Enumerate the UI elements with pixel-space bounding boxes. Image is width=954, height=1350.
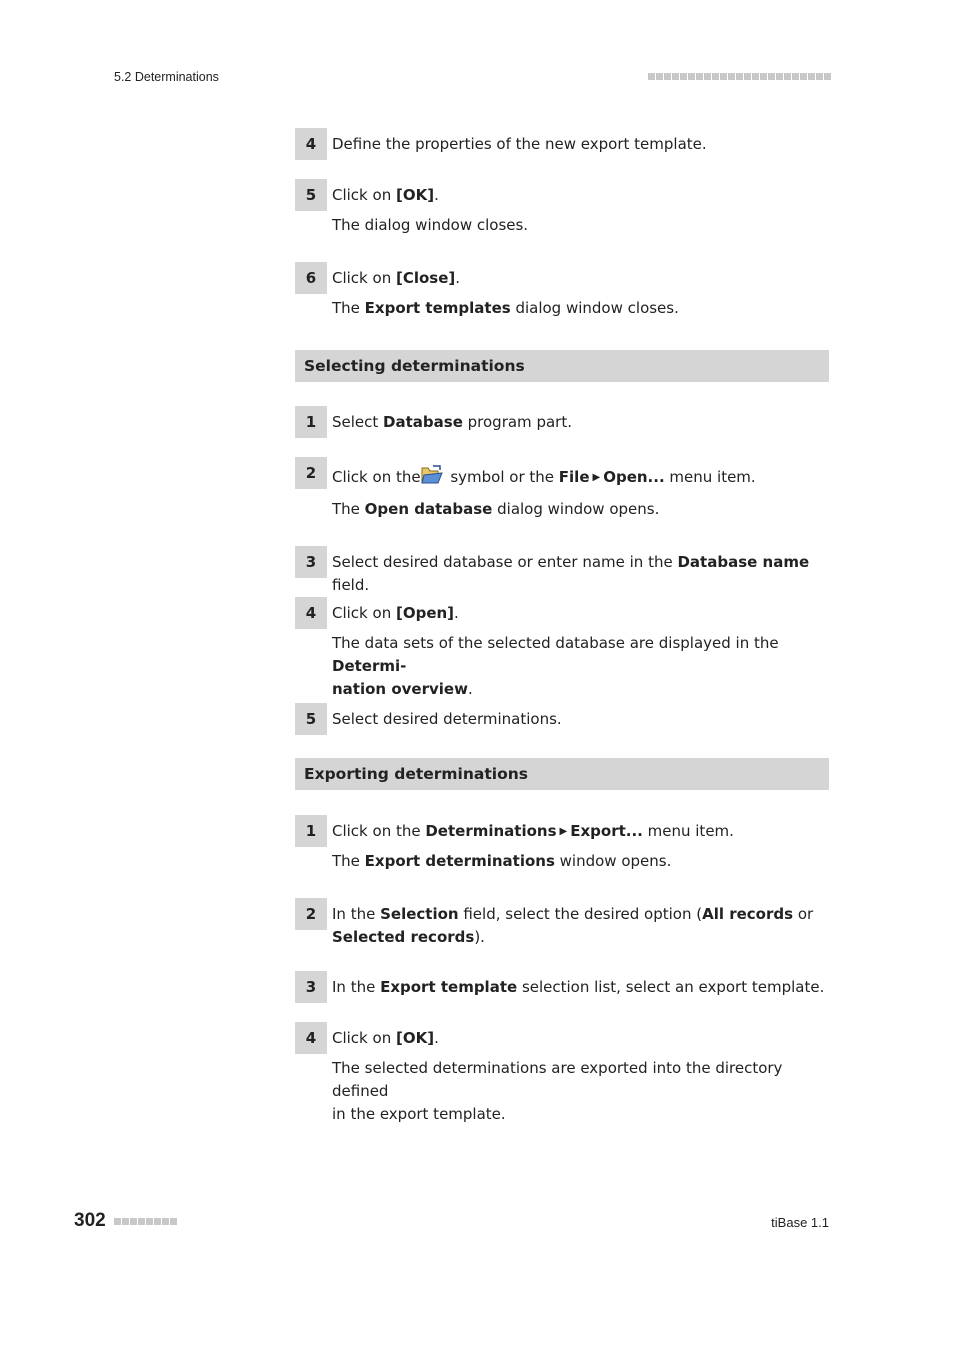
step-text: Click on [Close]. [332, 269, 461, 287]
step-text: Select desired database or enter name in the Database name field. [332, 553, 810, 594]
step-number: 4 [295, 597, 327, 629]
step-text: Click on [Open]. [332, 604, 459, 622]
step-number: 1 [295, 815, 327, 847]
step-result: The data sets of the selected database are displayed in the Determi- nation overview. [332, 634, 779, 698]
step-result: The selected determinations are exported into the directory defined in the export template. [332, 1059, 783, 1123]
step-text: Click on [OK]. [332, 186, 439, 204]
step-number: 2 [295, 898, 327, 930]
step-text: Select desired determinations. [332, 710, 562, 728]
step-number: 4 [295, 128, 327, 160]
menu-arrow-icon: ▶ [592, 472, 601, 483]
menu-arrow-icon: ▶ [559, 826, 568, 837]
step-number: 2 [295, 457, 327, 489]
step-number: 3 [295, 971, 327, 1003]
step-number: 3 [295, 546, 327, 578]
header-decoration [648, 73, 831, 80]
page-number: 302 [74, 1210, 106, 1231]
step-number: 5 [295, 179, 327, 211]
step-text: In the Selection field, select the desired option (All records or Selected records). [332, 905, 814, 946]
section-heading-exporting: Exporting determinations [295, 758, 829, 790]
step-text: In the Export template selection list, select an export template. [332, 978, 825, 996]
step-text: Click on [OK]. [332, 1029, 439, 1047]
step-text: Select Database program part. [332, 413, 572, 431]
step-number: 1 [295, 406, 327, 438]
step-result: The dialog window closes. [332, 216, 529, 234]
step-number: 6 [295, 262, 327, 294]
step-text: Click on the Determinations ▶ Export... menu item. [332, 822, 734, 840]
step-number: 5 [295, 703, 327, 735]
step-number: 4 [295, 1022, 327, 1054]
step-text: Click on the symbol or the File ▶ Open... menu item. [332, 465, 829, 489]
product-name: tiBase 1.1 [771, 1215, 829, 1230]
footer-decoration [114, 1218, 177, 1225]
step-result: The Export templates dialog window closes. [332, 299, 679, 317]
open-folder-icon [421, 465, 443, 485]
step-text: Define the properties of the new export template. [332, 135, 707, 153]
step-result: The Open database dialog window opens. [332, 500, 660, 518]
step-result: The Export determinations window opens. [332, 852, 672, 870]
section-heading-selecting: Selecting determinations [295, 350, 829, 382]
running-header: 5.2 Determinations [114, 70, 219, 84]
